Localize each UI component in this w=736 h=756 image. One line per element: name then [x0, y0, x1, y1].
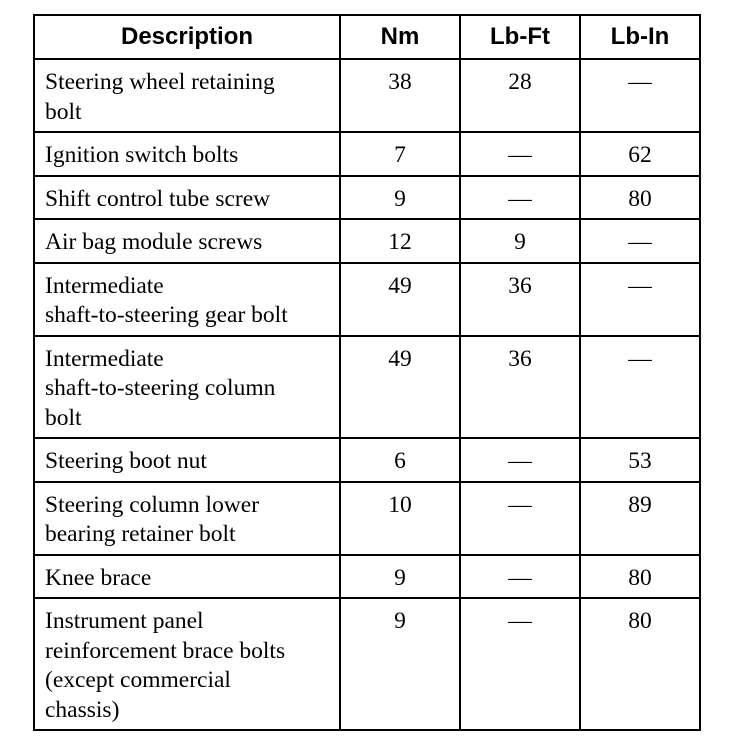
- row-lb-in: —: [580, 219, 700, 263]
- row-description: Instrument panel reinforcement brace bolts (except commercial chassis): [34, 598, 340, 730]
- row-lb-in: —: [580, 263, 700, 336]
- header-row: [34, 15, 700, 59]
- table-row: [34, 482, 700, 555]
- header-nm: Nm: [340, 15, 460, 59]
- row-nm: 38: [340, 59, 460, 132]
- row-lb-ft: —: [460, 176, 580, 220]
- row-lb-in: 80: [580, 555, 700, 599]
- row-description: Steering column lower bearing retainer bolt: [34, 482, 340, 555]
- row-lb-ft: 36: [460, 263, 580, 336]
- header-description: Description: [34, 15, 340, 59]
- table-row: [34, 132, 700, 176]
- row-description: Ignition switch bolts: [34, 132, 340, 176]
- row-nm: 10: [340, 482, 460, 555]
- row-lb-in: 89: [580, 482, 700, 555]
- header-lb-in: Lb-In: [580, 15, 700, 59]
- row-description: Intermediate shaft-to-steering column bolt: [34, 336, 340, 439]
- row-lb-ft: 9: [460, 219, 580, 263]
- row-description: Steering wheel retaining bolt: [34, 59, 340, 132]
- row-lb-ft: —: [460, 598, 580, 730]
- row-nm: 12: [340, 219, 460, 263]
- row-nm: 49: [340, 336, 460, 439]
- torque-spec-table: [33, 14, 701, 731]
- row-description: Air bag module screws: [34, 219, 340, 263]
- row-lb-in: 80: [580, 176, 700, 220]
- table-row: [34, 555, 700, 599]
- row-description: Intermediate shaft-to-steering gear bolt: [34, 263, 340, 336]
- row-description: Steering boot nut: [34, 438, 340, 482]
- row-nm: 9: [340, 555, 460, 599]
- row-lb-ft: 36: [460, 336, 580, 439]
- table-header: [34, 15, 700, 59]
- row-nm: 9: [340, 176, 460, 220]
- table-row: [34, 59, 700, 132]
- row-nm: 6: [340, 438, 460, 482]
- table-row: [34, 263, 700, 336]
- header-lb-ft: Lb-Ft: [460, 15, 580, 59]
- row-lb-ft: —: [460, 438, 580, 482]
- row-lb-in: —: [580, 59, 700, 132]
- row-lb-ft: —: [460, 132, 580, 176]
- table-row: [34, 219, 700, 263]
- row-lb-ft: 28: [460, 59, 580, 132]
- row-lb-in: 80: [580, 598, 700, 730]
- row-nm: 9: [340, 598, 460, 730]
- table-row: [34, 336, 700, 439]
- table-row: [34, 438, 700, 482]
- row-nm: 49: [340, 263, 460, 336]
- row-lb-ft: —: [460, 555, 580, 599]
- row-lb-in: 53: [580, 438, 700, 482]
- row-nm: 7: [340, 132, 460, 176]
- table-row: [34, 176, 700, 220]
- row-description: Shift control tube screw: [34, 176, 340, 220]
- row-description: Knee brace: [34, 555, 340, 599]
- table-row: [34, 598, 700, 730]
- table-body: [34, 59, 700, 730]
- row-lb-ft: —: [460, 482, 580, 555]
- row-lb-in: —: [580, 336, 700, 439]
- row-lb-in: 62: [580, 132, 700, 176]
